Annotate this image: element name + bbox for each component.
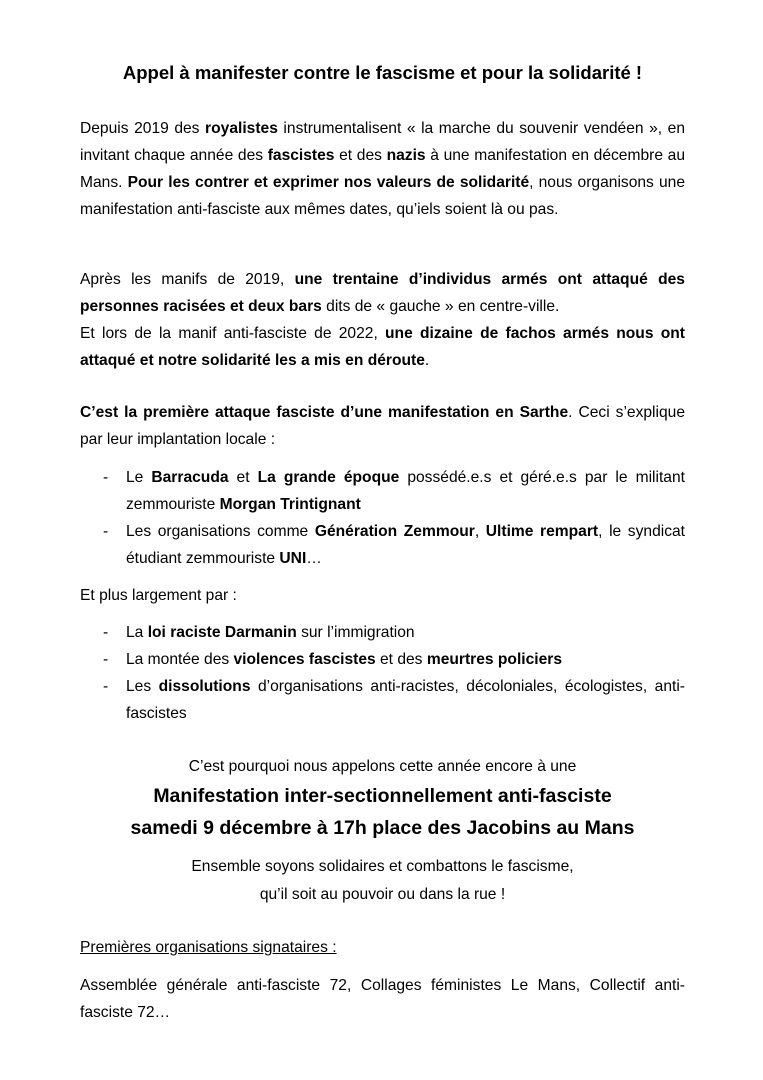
call-intro: C’est pourquoi nous appelons cette année encore à une [188, 758, 577, 775]
list-item: - Les organisations comme Génération Zemmour, Ultime rempart, le syndicat étudiant zemmouriste UNI… [103, 523, 686, 567]
broader-causes-list [80, 619, 685, 727]
attacks-paragraph: Après les manifs de 2019, une trentaine d’individus armés ont attaqué des personnes racisées et deux bars dits de « gauche » en centre-ville. Et lors de la manif anti-fasciste de 2022, une dizaine de fachos armés nous ont attaqué et notre solidarité les a mis en déroute. [80, 271, 685, 369]
list-item: - La montée des violences fascistes et des meurtres policiers [103, 651, 563, 668]
slogan-line-2: qu’il soit au pouvoir ou dans la rue ! [259, 886, 506, 903]
slogan-line-1: Ensemble soyons solidaires et combattons le fascisme, [191, 858, 574, 875]
list-item: - La loi raciste Darmanin sur l’immigration [103, 624, 415, 641]
signatories-list: Assemblée générale anti-fasciste 72, Collages féministes Le Mans, Collectif anti-fasciste 72… [80, 977, 685, 1021]
more-broadly-paragraph: Et plus largement par : [80, 587, 237, 604]
list-item: - Le Barracuda et La grande époque possédé.e.s et géré.e.s par le militant zemmouriste Morgan Trintignant [103, 469, 685, 513]
intro-paragraph: Depuis 2019 des royalistes instrumentalisent « la marche du souvenir vendéen », en invitant chaque année des fascistes et des nazis à une manifestation en décembre au Mans. Pour les contrer et exprimer nos valeurs de solidarité, nous organisons une manifestation anti-fasciste aux mêmes dates, qu’iels soient là ou pas. [80, 120, 686, 218]
local-groups-list [80, 464, 685, 572]
event-headline: Manifestation inter-sectionnellement anti-fasciste [153, 785, 612, 807]
first-attack-paragraph: C’est la première attaque fasciste d’une manifestation en Sarthe. Ceci s’explique par leur implantation locale : [80, 404, 685, 448]
signatories-heading: Premières organisations signataires : [80, 939, 337, 956]
event-date-place: samedi 9 décembre à 17h place des Jacobins au Mans [130, 817, 635, 839]
page-title: Appel à manifester contre le fascisme et pour la solidarité ! [122, 62, 643, 83]
list-item: - Les dissolutions d’organisations anti-racistes, décoloniales, écologistes, anti-fascistes [103, 678, 686, 722]
